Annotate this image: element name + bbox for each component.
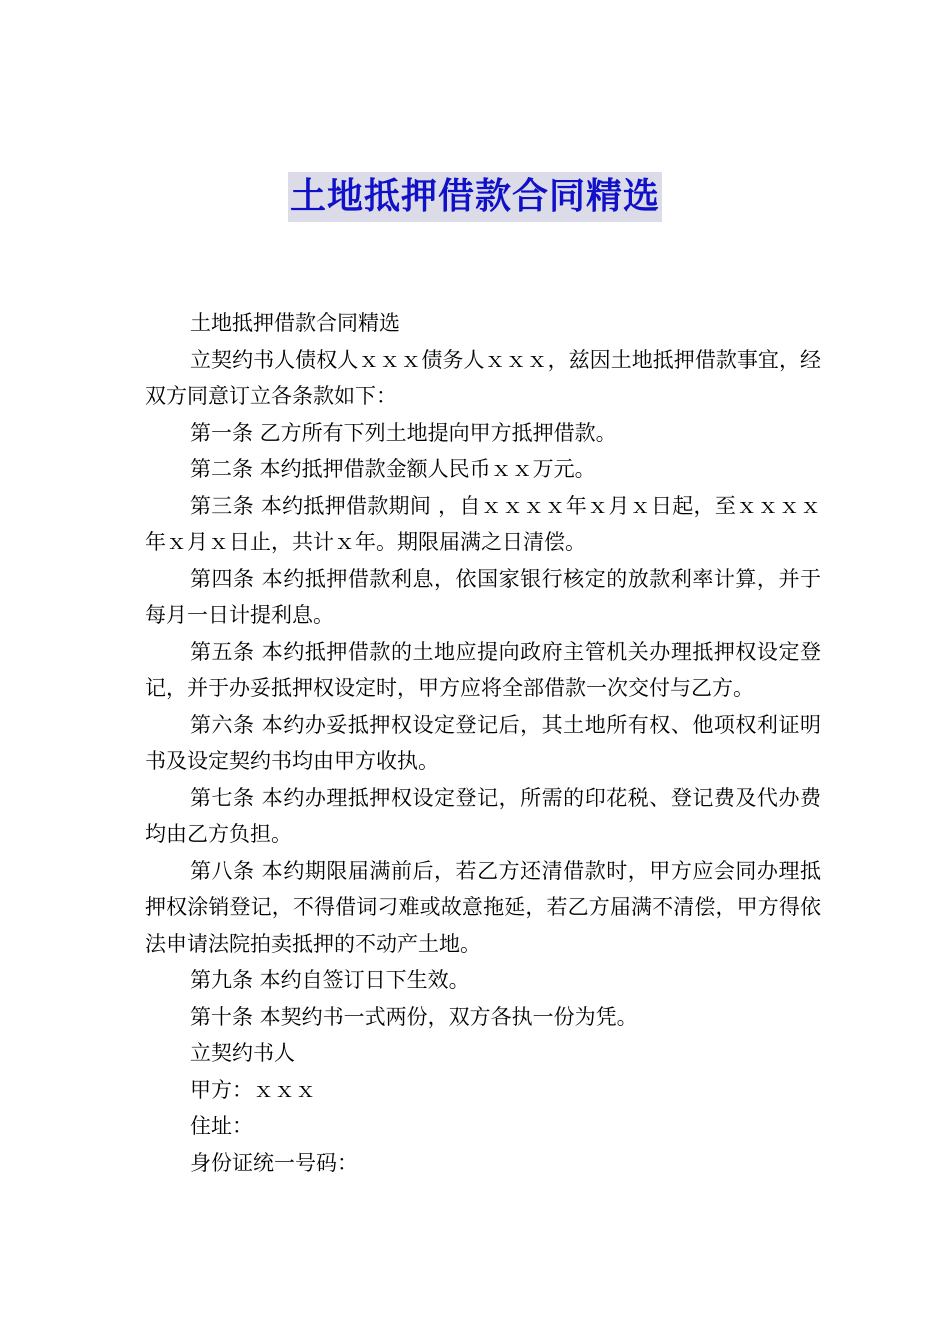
id-number-field: 身份证统一号码： <box>190 1150 358 1175</box>
party-a: 甲方：ｘｘｘ <box>190 1077 316 1102</box>
clause-6: 第六条 本约办妥抵押权设定登记后，其土地所有权、他项权利证明书及设定契约书均由甲方收执。 <box>145 712 821 773</box>
clause-10: 第十条 本契约书一式两份，双方各执一份为凭。 <box>190 1004 638 1029</box>
document-title: 土地抵押借款合同精选 <box>288 172 662 222</box>
clause-1: 第一条 乙方所有下列土地提向甲方抵押借款。 <box>190 420 617 445</box>
paragraph-heading: 土地抵押借款合同精选 <box>190 311 400 335</box>
paragraph-preamble: 立契约书人债权人ｘｘｘ债务人ｘｘｘ，兹因土地抵押借款事宜，经双方同意订立各条款如下： <box>145 347 821 408</box>
clause-9: 第九条 本约自签订日下生效。 <box>190 968 470 992</box>
address-field: 住址： <box>190 1114 253 1138</box>
clause-2: 第二条 本约抵押借款金额人民币ｘｘ万元。 <box>190 457 596 481</box>
clause-7: 第七条 本约办理抵押权设定登记，所需的印花税、登记费及代办费均由乙方负担。 <box>145 785 821 846</box>
clause-5: 第五条 本约抵押借款的土地应提向政府主管机关办理抵押权设定登记，并于办妥抵押权设定时，甲方应将全部借款一次交付与乙方。 <box>145 639 821 700</box>
signatory-heading: 立契约书人 <box>190 1041 295 1065</box>
clause-8: 第八条 本约期限届满前后，若乙方还清借款时，甲方应会同办理抵押权涂销登记，不得借词刁难或故意拖延，若乙方届满不清偿，甲方得依法申请法院拍卖抵押的不动产土地。 <box>145 858 821 956</box>
document-body <box>145 305 821 1181</box>
clause-3: 第三条 本约抵押借款期间 ，自ｘｘｘｘ年ｘ月ｘ日起，至ｘｘｘｘ年ｘ月ｘ日止，共计ｘ年。期限届满之日清偿。 <box>145 493 821 554</box>
clause-4: 第四条 本约抵押借款利息，依国家银行核定的放款利率计算，并于每月一日计提利息。 <box>145 566 821 627</box>
title-container <box>0 172 950 222</box>
